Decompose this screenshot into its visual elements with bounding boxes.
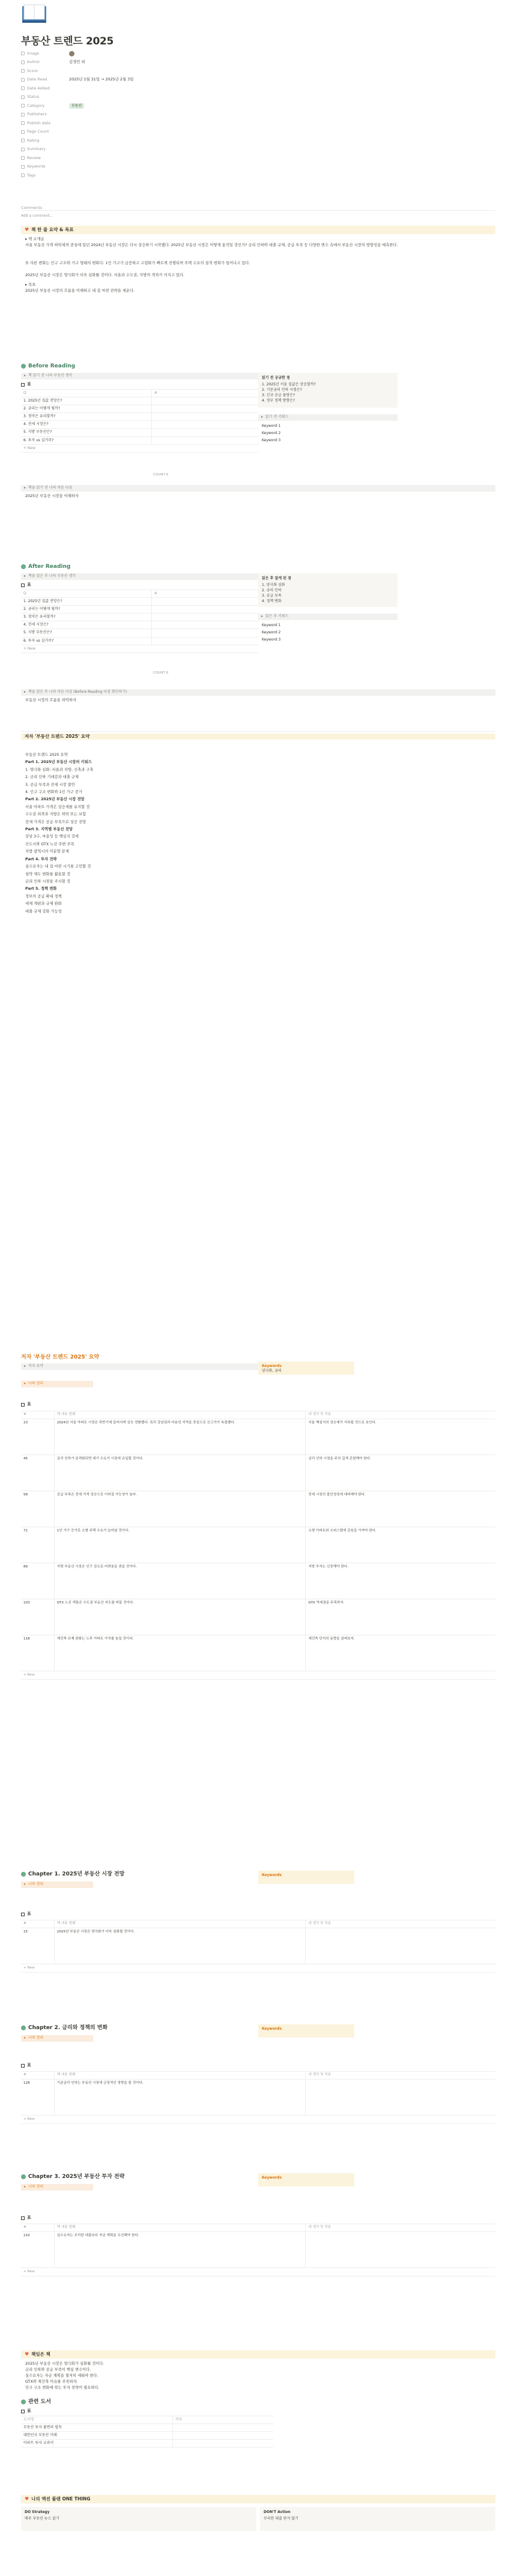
column-header[interactable]: 책 내용 발췌 — [54, 1920, 306, 1928]
property-name: Score — [21, 68, 69, 74]
property-type-icon — [21, 148, 25, 151]
new-row-button[interactable]: + New — [21, 444, 259, 452]
question-cell[interactable]: 5. 지방 부동산은? — [21, 629, 152, 637]
property-name: Status — [21, 94, 69, 100]
thought-cell[interactable] — [306, 2079, 495, 2115]
side-box-line: 4. 정부 정책 방향은? — [262, 399, 295, 403]
after-toggle[interactable]: ▸ 책을 읽은 후 나의 부동산 생각 — [21, 573, 259, 580]
table-row[interactable] — [21, 1928, 495, 1964]
table-icon — [21, 2064, 25, 2068]
answer-cell[interactable] — [152, 629, 259, 637]
chapter-summary-heading: 저자 '부동산 트렌드 2025' 요약 — [21, 1354, 100, 1360]
quote-cell[interactable]: 기준금리 인하는 부동산 시장에 긍정적인 영향을 줄 것이다. — [54, 2079, 306, 2115]
column-header[interactable]: A — [152, 390, 259, 397]
page-cell[interactable]: 23 — [21, 1419, 54, 1455]
answer-cell[interactable] — [152, 397, 259, 405]
table-row[interactable] — [21, 1563, 495, 1599]
leaf-icon — [21, 1872, 26, 1877]
table-row[interactable] — [21, 405, 259, 413]
column-header[interactable]: 내 생각 및 적용 — [306, 1411, 495, 1419]
before-note-text: 2025년 부동산 시장을 이해하자 — [25, 494, 79, 498]
property-name: Author — [21, 59, 69, 65]
answer-cell[interactable] — [152, 614, 259, 621]
onething-dont: DON'T Action 무리한 대출 받지 않기 — [260, 2507, 495, 2531]
intro-sub: ▸ 책 소개글 — [25, 237, 44, 241]
property-name: Date Added — [21, 86, 69, 91]
question-cell[interactable]: 4. 전세 시장은? — [21, 621, 152, 629]
table-row[interactable] — [21, 614, 259, 621]
table-row[interactable] — [21, 1455, 495, 1491]
property-type-icon — [21, 130, 25, 134]
table-row[interactable] — [21, 397, 259, 405]
property-name: Rating — [21, 138, 69, 143]
note-line-3: 실수요자는 자금 계획을 철저히 세워야 한다. — [25, 2374, 98, 2378]
property-name: Keywords — [21, 164, 69, 169]
onething-do: DO Strategy 매주 부동산 뉴스 읽기 — [21, 2507, 256, 2531]
page-cell[interactable]: 15 — [21, 1928, 54, 1964]
after-table — [21, 590, 259, 653]
table-row[interactable] — [21, 2424, 273, 2432]
table-row[interactable] — [21, 637, 259, 645]
page-cell[interactable]: 118 — [21, 1635, 54, 1671]
new-row-button[interactable]: + New — [21, 2115, 495, 2124]
quote-cell[interactable]: 공급 부족은 전세 가격 상승으로 이어질 가능성이 높다. — [54, 1491, 306, 1527]
property-type-icon — [21, 104, 25, 107]
property-row[interactable] — [21, 76, 489, 85]
table-row[interactable] — [21, 1635, 495, 1671]
property-type-icon — [21, 113, 25, 116]
chapter3-db-title: 표 — [21, 2215, 31, 2221]
property-row[interactable] — [21, 145, 489, 154]
heart-icon: ♥ — [25, 226, 29, 232]
chapter1-heading: Chapter 1. 2025년 부동산 시장 전망 — [21, 1871, 124, 1878]
table-header-row — [21, 1411, 495, 1419]
side-box-title: 읽은 후 알게 된 점 — [262, 576, 291, 581]
table-row[interactable] — [21, 421, 259, 429]
property-row[interactable] — [21, 93, 489, 102]
related-db-title: 표 — [21, 2409, 31, 2414]
keyword-item: Keyword 3 — [262, 438, 281, 442]
chapter0-table — [21, 1411, 495, 1680]
comments-divider — [21, 210, 495, 211]
chapter1-toggle[interactable]: ▸ 나의 정리 — [21, 1881, 93, 1888]
heart-icon: ♥ — [25, 2351, 29, 2357]
after-db-title: 표 — [21, 582, 31, 588]
summary-line: 서울 아파트 가격은 상승세를 유지할 것 — [25, 804, 90, 809]
column-header[interactable]: A — [152, 590, 259, 598]
summary-line: 전세 가격은 공급 부족으로 상승 전망 — [25, 819, 86, 824]
summary-line: Part 2. 2025년 부동산 시장 전망 — [25, 797, 85, 802]
chapter2-toggle[interactable]: ▸ 나의 정리 — [21, 2035, 93, 2042]
chapter1-keyword-box: Keywords — [258, 1871, 354, 1884]
table-header-row — [21, 390, 259, 397]
question-cell[interactable]: 1. 2025년 집값 전망은? — [21, 397, 152, 405]
table-row[interactable] — [21, 1527, 495, 1563]
property-row[interactable] — [21, 136, 489, 145]
before-toggle[interactable]: ▸ 책 읽기 전 나의 부동산 생각 — [21, 373, 259, 379]
after-note-bar[interactable]: ▸ 책을 읽은 후 나의 마음 다짐 (Before Reading 다짐 확인하기) — [21, 689, 495, 696]
answer-cell[interactable] — [152, 606, 259, 614]
answer-cell[interactable] — [152, 637, 259, 645]
property-name: Review — [21, 155, 69, 161]
leaf-icon — [21, 2174, 26, 2179]
new-row[interactable] — [21, 645, 259, 653]
book-icon — [21, 4, 47, 24]
column-header[interactable]: # — [21, 2072, 54, 2080]
table-header-row — [21, 2072, 495, 2080]
before-table — [21, 389, 259, 453]
new-row[interactable] — [21, 2115, 495, 2124]
note-header[interactable]: ♥ 책임은 책 — [21, 2350, 495, 2359]
thought-cell[interactable]: 서울 핵심지의 상승세가 지속될 것으로 보인다. — [306, 1419, 495, 1455]
question-cell[interactable]: 6. 투자 vs 실거주? — [21, 637, 152, 645]
chapter2-heading: Chapter 2. 금리와 정책의 변화 — [21, 2024, 107, 2032]
property-name: Category — [21, 103, 69, 109]
summary-header[interactable]: 저자 '부동산 트렌드 2025' 요약 — [21, 734, 495, 740]
divider — [21, 731, 495, 732]
page-cell[interactable]: 103 — [21, 1599, 54, 1635]
answer-cell[interactable] — [152, 421, 259, 429]
question-cell[interactable]: 1. 2025년 집값 전망은? — [21, 598, 152, 606]
property-value[interactable]: 2025년 1월 31일 → 2025년 2월 3일 — [69, 77, 134, 82]
summary-line: 2. 금리 인하 기대감과 대출 규제 — [25, 775, 79, 780]
summary-line: 신도시와 GTX 노선 주변 주목 — [25, 842, 74, 846]
intro-paragraph-2: 또 다른 변화는 인구 구조와 가구 형태의 변화다. 1인 가구가 급증하고 고령화가 빠르게 진행되며 주택 수요의 질적 변화가 일어나고 있다. — [25, 261, 250, 265]
chapter3-table — [21, 2224, 495, 2276]
chapter2-keyword-box: Keywords — [258, 2024, 354, 2038]
property-tag: 부동산 — [69, 103, 84, 109]
property-name: Tags — [21, 173, 69, 178]
side-box-line: 2. 기준금리 인하 시점은? — [262, 388, 302, 392]
table-icon — [21, 383, 25, 387]
heart-icon: ♥ — [25, 2496, 29, 2502]
answer-cell[interactable] — [152, 598, 259, 606]
chapter2-db-title: 표 — [21, 2063, 31, 2068]
property-type-icon — [21, 78, 25, 82]
property-value[interactable] — [69, 51, 74, 56]
property-value[interactable] — [69, 103, 84, 109]
table-row[interactable] — [21, 413, 259, 421]
property-row[interactable] — [21, 154, 489, 163]
property-type-icon — [21, 52, 25, 55]
summary-line: Part 3. 지역별 부동산 전망 — [25, 827, 73, 832]
table-header-row — [21, 1920, 495, 1928]
column-header[interactable]: 내 생각 및 적용 — [306, 2072, 495, 2080]
thought-cell[interactable]: 지방 투자는 신중해야 한다. — [306, 1563, 495, 1599]
intro-header[interactable] — [21, 226, 495, 234]
new-row-button[interactable]: + New — [21, 1964, 495, 1973]
related-table — [21, 2416, 273, 2448]
column-header[interactable]: 책 내용 발췌 — [54, 2224, 306, 2232]
property-type-icon — [21, 69, 25, 73]
keyword-item: Keyword 1 — [262, 424, 281, 428]
column-header[interactable]: 도서명 — [21, 2416, 172, 2424]
quote-cell[interactable]: 1인 가구 증가로 소형 주택 수요가 늘어날 것이다. — [54, 1527, 306, 1563]
table-row[interactable] — [21, 598, 259, 606]
author-cell[interactable] — [172, 2432, 273, 2440]
intro-goal: 2025년 부동산 시장의 흐름을 이해하고 내 집 마련 전략을 세운다. — [25, 289, 135, 293]
property-row[interactable] — [21, 110, 489, 119]
note-line-5: 인구 구조 변화에 맞는 투자 전략이 필요하다. — [25, 2386, 100, 2390]
summary-line: Part 5. 정책 변화 — [25, 887, 57, 891]
leaf-icon — [21, 2026, 26, 2030]
table-row[interactable] — [21, 606, 259, 614]
summary-line: 청약 제도 변화를 활용할 것 — [25, 872, 70, 876]
after-keywords-toggle[interactable]: ▸ 읽은 후 키워드 — [258, 614, 398, 620]
onething-header[interactable]: ♥ 나의 액션 플랜 ONE THING — [21, 2495, 495, 2503]
property-name: Publish date — [21, 121, 69, 126]
property-name: Publishers — [21, 112, 69, 117]
summary-line: 부동산 트렌드 2025 요약 — [25, 753, 68, 757]
table-header-row — [21, 2224, 495, 2232]
summary-line: 3. 공급 부족과 전세 시장 불안 — [25, 782, 75, 787]
intro-title: 책 한 줄 요약 & 목표 — [31, 226, 74, 232]
book-name-cell[interactable]: 부동산 투자 불변의 법칙 — [21, 2424, 172, 2432]
column-header[interactable]: 내 생각 및 적용 — [306, 2224, 495, 2232]
before-keywords-toggle[interactable]: ▸ 읽기 전 키워드 — [258, 414, 398, 421]
author-cell[interactable] — [172, 2440, 273, 2448]
table-row[interactable] — [21, 1491, 495, 1527]
table-icon — [21, 584, 25, 587]
property-name: Summary — [21, 146, 69, 152]
quote-cell[interactable]: 재건축 규제 완화는 노후 아파트 가치를 높일 것이다. — [54, 1635, 306, 1671]
summary-line: 강남 3구, 마용성 등 핵심지 강세 — [25, 834, 79, 839]
new-row[interactable] — [21, 1671, 495, 1680]
chapter1-table — [21, 1920, 495, 1973]
note-line-2: 금리 인하와 공급 부족이 핵심 변수이다. — [25, 2368, 91, 2372]
add-comment-input[interactable]: Add a comment... — [21, 214, 53, 218]
before-db-title: 표 — [21, 382, 31, 387]
side-box-line: 1. 양극화 심화 — [262, 583, 285, 587]
question-cell[interactable]: 2. 금리는 어떻게 될까? — [21, 606, 152, 614]
table-row[interactable] — [21, 2432, 273, 2440]
note-line-1: 2025년 부동산 시장은 양극화가 심화될 것이다. — [25, 2362, 104, 2366]
question-cell[interactable]: 2. 금리는 어떻게 될까? — [21, 405, 152, 413]
page-cell[interactable]: 45 — [21, 1455, 54, 1491]
property-row[interactable] — [21, 128, 489, 137]
answer-cell[interactable] — [152, 413, 259, 421]
property-row[interactable] — [21, 58, 489, 67]
property-row[interactable] — [21, 171, 489, 180]
after-reading-heading: After Reading — [21, 563, 70, 570]
summary-list — [25, 752, 494, 915]
side-box-line: 2. 금리 인하 — [262, 588, 282, 593]
book-name-cell[interactable]: 대한민국 부동산 미래 — [21, 2432, 172, 2440]
side-box-line: 4. 정책 변화 — [262, 599, 282, 603]
quote-cell[interactable]: 실수요자는 무리한 대출보다 자금 계획을 우선해야 한다. — [54, 2231, 306, 2267]
thought-cell[interactable]: GTX 역세권을 주목하자. — [306, 1599, 495, 1635]
summary-line: 금리 인하 시점을 주시할 것 — [25, 879, 70, 884]
thought-cell[interactable]: 재건축 단지의 동향을 살펴보자. — [306, 1635, 495, 1671]
property-row[interactable] — [21, 101, 489, 110]
property-name: Image — [21, 51, 69, 56]
summary-line: 대출 규제 강화 가능성 — [25, 909, 62, 914]
table-row[interactable] — [21, 1599, 495, 1635]
keyword-item: Keyword 2 — [262, 431, 281, 435]
property-type-icon — [21, 121, 25, 125]
table-row[interactable] — [21, 436, 259, 444]
answer-cell[interactable] — [152, 621, 259, 629]
question-cell[interactable]: 3. 청약은 유리할까? — [21, 614, 152, 621]
after-count: COUNT 6 — [153, 671, 169, 675]
chapter3-heading: Chapter 3. 2025년 부동산 투자 전략 — [21, 2173, 124, 2180]
after-note-text: 부동산 시장의 흐름을 파악하자 — [25, 698, 77, 702]
question-cell[interactable]: 6. 투자 vs 실거주? — [21, 436, 152, 444]
summary-line: 4. 인구 구조 변화와 1인 가구 증가 — [25, 790, 83, 795]
quote-cell[interactable]: 2025년 부동산 시장은 양극화가 더욱 심화될 것이다. — [54, 1928, 306, 1964]
column-header[interactable]: Q — [21, 390, 152, 397]
property-name: Date Read — [21, 77, 69, 82]
side-box-line: 3. 신규 공급 물량은? — [262, 393, 295, 397]
answer-cell[interactable] — [152, 429, 259, 436]
property-type-icon — [21, 61, 25, 64]
question-cell[interactable]: 5. 지방 부동산은? — [21, 429, 152, 436]
after-side-box — [258, 573, 398, 607]
column-header[interactable]: # — [21, 1411, 54, 1419]
summary-line: 정부의 공급 확대 정책 — [25, 894, 62, 899]
property-type-icon — [21, 139, 25, 142]
leaf-icon — [21, 364, 26, 369]
column-header[interactable]: 내 생각 및 적용 — [306, 1920, 495, 1928]
side-box-line: 3. 공급 부족 — [262, 594, 282, 598]
chapter0-keyword-box: Keywords 양극화, 금리 — [258, 1362, 354, 1375]
book-name-cell[interactable]: 아파트 투자 교과서 — [21, 2440, 172, 2448]
column-header[interactable]: 저자 — [172, 2416, 273, 2424]
property-type-icon — [21, 173, 25, 177]
thought-cell[interactable]: 소형 아파트와 오피스텔에 관심을 가져야 한다. — [306, 1527, 495, 1563]
summary-line: Part 4. 투자 전략 — [25, 857, 57, 861]
page-cell[interactable]: 89 — [21, 1563, 54, 1599]
property-row[interactable] — [21, 67, 489, 76]
chapter2-table — [21, 2071, 495, 2124]
new-row-button[interactable]: + New — [21, 1671, 495, 1680]
table-row[interactable] — [21, 621, 259, 629]
question-cell[interactable]: 4. 전세 시장은? — [21, 421, 152, 429]
page-cell[interactable]: 72 — [21, 1527, 54, 1563]
table-row[interactable] — [21, 2440, 273, 2448]
property-type-icon — [21, 156, 25, 160]
related-heading: 관련 도서 — [21, 2398, 51, 2406]
summary-line: 세제 개편과 규제 완화 — [25, 902, 62, 906]
keyword-item: Keyword 2 — [262, 630, 281, 635]
quote-cell[interactable]: 지방 부동산 시장은 인구 감소로 어려움을 겪을 것이다. — [54, 1563, 306, 1599]
property-name: Page Count — [21, 129, 69, 134]
quote-cell[interactable]: 금리 인하가 본격화되면 대기 수요가 시장에 유입될 것이다. — [54, 1455, 306, 1491]
table-icon — [21, 1913, 25, 1916]
page-title: 부동산 트렌드 2025 — [21, 35, 114, 47]
property-row[interactable] — [21, 119, 489, 128]
intro-paragraph-3: 2025년 부동산 시장은 양극화가 더욱 심화될 것이다. 서울과 수도권, 지방의 격차가 커지고 있다. — [25, 273, 185, 277]
new-row-button[interactable]: + New — [21, 645, 259, 653]
table-row[interactable] — [21, 629, 259, 637]
before-count: COUNT 6 — [153, 473, 169, 477]
side-box-line: 1. 2025년 서울 집값은 상승할까? — [262, 382, 316, 387]
property-type-icon — [21, 86, 25, 90]
column-header[interactable]: 책 내용 발췌 — [54, 1411, 306, 1419]
properties — [21, 49, 489, 180]
quote-cell[interactable]: GTX 노선 개통은 수도권 부동산 지도를 바꿀 것이다. — [54, 1599, 306, 1635]
chapter0-db-title: 표 — [21, 1402, 31, 1407]
summary-line: 지방 광역시의 미분양 문제 — [25, 849, 69, 854]
property-type-icon — [21, 165, 25, 169]
before-note-bar[interactable]: ▸ 책을 읽기 전 나의 마음 다짐 — [21, 485, 495, 492]
property-type-icon — [21, 95, 25, 99]
column-header[interactable]: 책 내용 발췌 — [54, 2072, 306, 2080]
table-header-row — [21, 2416, 273, 2424]
table-row[interactable] — [21, 2079, 495, 2115]
question-cell[interactable]: 3. 청약은 유리할까? — [21, 413, 152, 421]
page-cell[interactable]: 128 — [21, 2079, 54, 2115]
column-header[interactable]: # — [21, 2224, 54, 2232]
author-cell[interactable] — [172, 2424, 273, 2432]
intro-goal-label: ▸ 목표 — [25, 283, 36, 287]
thought-cell[interactable] — [306, 2231, 495, 2267]
toggle-triangle-icon[interactable]: ▸ — [25, 237, 29, 241]
page-cell[interactable]: 58 — [21, 1491, 54, 1527]
comments-label: Comments — [21, 205, 43, 210]
chapter0-toggle[interactable]: ▸ 저자 요약 — [21, 1363, 259, 1370]
page-cell[interactable]: 210 — [21, 2231, 54, 2267]
summary-line: 수도권 외곽과 지방은 하락 또는 보합 — [25, 812, 86, 817]
property-row[interactable] — [21, 163, 489, 172]
chapter0-mine-toggle[interactable]: ▸ 나의 정리 — [21, 1381, 93, 1387]
quote-cell[interactable]: 2024년 서울 아파트 시장은 하반기에 들어서며 상승 전환했다. 특히 강남권과 마용성 지역을 중심으로 신고가가 속출했다. — [54, 1419, 306, 1455]
thought-cell[interactable]: 금리 인하 시점을 주의 깊게 관찰해야 한다. — [306, 1455, 495, 1491]
new-row[interactable] — [21, 444, 259, 452]
table-row[interactable] — [21, 429, 259, 436]
table-icon — [21, 1403, 25, 1407]
leaf-icon — [21, 564, 26, 569]
table-row[interactable] — [21, 2231, 495, 2267]
before-side-box — [258, 373, 398, 408]
table-row[interactable] — [21, 1419, 495, 1455]
summary-line: Part 1. 2025년 부동산 시장의 키워드 — [25, 760, 92, 765]
summary-line: 실수요자는 내 집 마련 시기를 고민할 것 — [25, 864, 91, 869]
intro-paragraph-1: 서울 부동산 가격 하락세의 중심에 있던 2024년 부동산 시장은 다시 상승하기 시작했다. 2025년 부동산 시장은 어떻게 움직일 것인가? 금리 인하와 대출 규제, 공급 부족 등 다양한 변수 속에서 부동산 시장의 방향성을 예측한다. — [25, 243, 398, 247]
chapter1-db-title: 표 — [21, 1911, 31, 1917]
table-header-row — [21, 590, 259, 598]
table-icon — [21, 2216, 25, 2220]
property-row[interactable] — [21, 49, 489, 58]
keyword-item: Keyword 3 — [262, 638, 281, 642]
leaf-icon — [21, 2400, 26, 2404]
new-row[interactable] — [21, 2267, 495, 2276]
keyword-item: Keyword 1 — [262, 623, 281, 627]
table-icon — [21, 2410, 25, 2413]
chapter3-toggle[interactable]: ▸ 나의 정리 — [21, 2184, 93, 2191]
image-thumbnail — [69, 51, 74, 56]
answer-cell[interactable] — [152, 405, 259, 413]
column-header[interactable]: Q — [21, 590, 152, 598]
thought-cell[interactable]: 전세 시장의 불안정성에 대비해야 한다. — [306, 1491, 495, 1527]
new-row[interactable] — [21, 1964, 495, 1973]
property-value[interactable]: 김경민 외 — [69, 59, 85, 65]
note-line-4: GTX와 재건축 이슈를 주목하자. — [25, 2380, 78, 2384]
property-row[interactable] — [21, 84, 489, 93]
column-header[interactable]: # — [21, 1920, 54, 1928]
chapter3-keyword-box: Keywords — [258, 2173, 354, 2186]
answer-cell[interactable] — [152, 436, 259, 444]
summary-line: 1. 양극화 심화: 서울과 지방, 신축과 구축 — [25, 767, 94, 772]
thought-cell[interactable] — [306, 1928, 495, 1964]
side-box-title: 읽기 전 궁금한 점 — [262, 376, 290, 380]
before-reading-heading: Before Reading — [21, 363, 75, 370]
new-row-button[interactable]: + New — [21, 2267, 495, 2276]
